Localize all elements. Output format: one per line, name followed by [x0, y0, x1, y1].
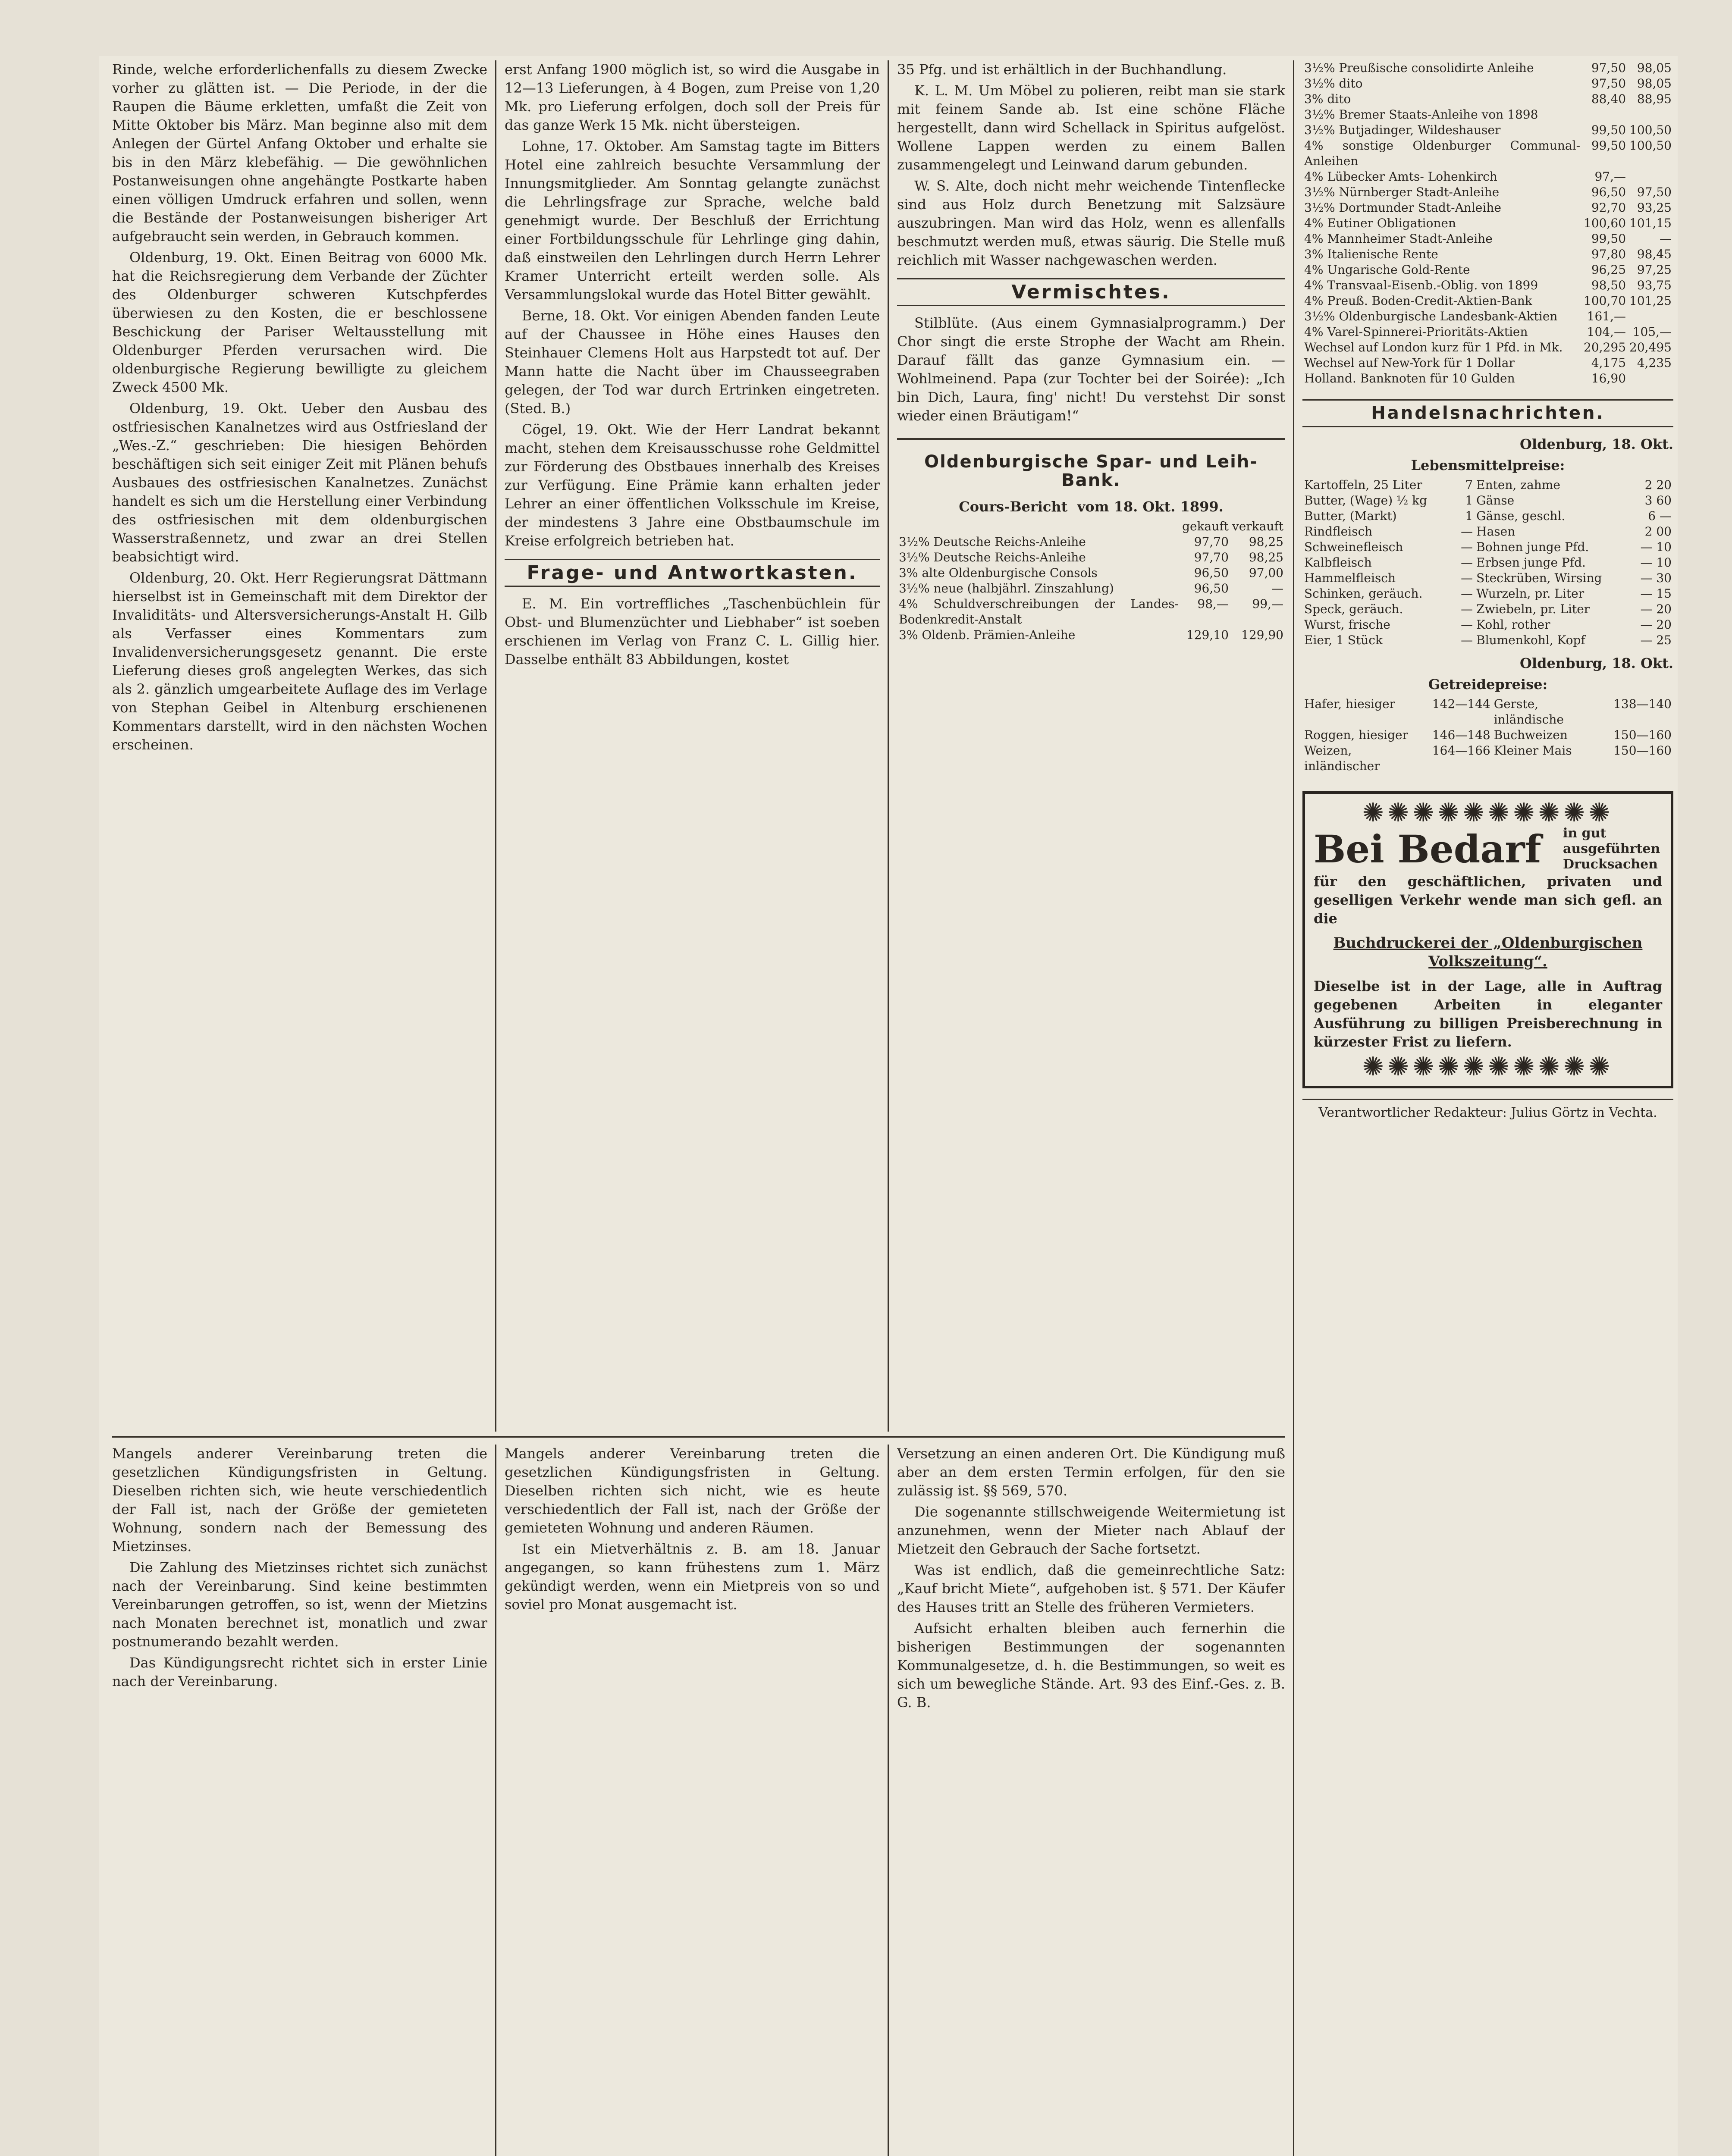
cell: Kartoffeln, 25 Liter	[1304, 478, 1422, 492]
cell	[1628, 371, 1673, 386]
cell: 97,25	[1637, 263, 1672, 277]
editor-footer: Verantwortlicher Redakteur: Julius Görtz in Vechta.	[1302, 1099, 1673, 1122]
cell: 3½% Oldenburgische Landesbank-Aktien	[1304, 309, 1558, 323]
table-row	[897, 534, 1285, 550]
cell: 3% Oldenb. Prämien-Anleihe	[899, 628, 1076, 642]
table-row	[1302, 570, 1673, 586]
cell: Wurzeln, pr. Liter	[1476, 586, 1585, 601]
paragraph: E. M. Ein vortreffliches „Taschenbüchlein für Obst- und Blumenzüchter und Liebhaber“ ist soeben erschienen im Verlag von Franz C. L. Gillig hier. Dasselbe enthält 83 Abbildungen, kostet	[505, 595, 880, 667]
table-header-row	[897, 519, 1285, 534]
cell: 3½% neue (halbjährl. Zinszahlung)	[899, 581, 1114, 595]
cell: — 15	[1640, 586, 1672, 601]
cell: 99,50	[1591, 232, 1626, 246]
cell: 20,495	[1629, 340, 1672, 354]
cell: Bohnen junge Pfd.	[1476, 540, 1589, 554]
cell: 98,25	[1249, 535, 1283, 549]
table-row	[1302, 107, 1673, 122]
cell: Hasen	[1476, 524, 1516, 539]
cell: Buchweizen	[1494, 728, 1568, 742]
column-divider	[495, 60, 496, 1432]
paragraph: Stilblüte. (Aus einem Gymnasialprogramm.) Der Chor singt die erste Strophe der Wacht am Rhein. Darauf fällt das ganze Gymnasium ein. — Wohlmeinend. Papa (zur Tochter bei der Soirée): „Ich bin Dich, Laura, fing' nicht! Du verstehst Dir sonst wieder einen Bräutigam!“	[897, 315, 1285, 424]
cell: 150—160	[1613, 743, 1672, 758]
cell: Gänse	[1476, 493, 1515, 508]
column-2	[505, 60, 880, 1432]
paragraph: Mangels anderer Vereinbarung treten die gesetzlichen Kündigungsfristen in Geltung. Dieselben richten sich nicht, wie es heute verschiedentlich der Fall ist, nach der Größe der gemieteten Wohnung und anderen Räumen.	[505, 1445, 880, 1536]
cell: 93,75	[1637, 278, 1672, 292]
cell: 101,25	[1629, 294, 1672, 308]
paragraph: erst Anfang 1900 möglich ist, so wird die Ausgabe in 12—13 Lieferungen, à 4 Bogen, zum Preise von 1,20 Mk. pro Lieferung erfolgen, doch soll der Preis für das ganze Werk 15 Mk. nicht übersteigen.	[505, 61, 880, 133]
table-row	[897, 627, 1285, 643]
food-prices-table	[1302, 477, 1673, 648]
ad-text: für den geschäftlichen, privaten und geselligen Verkehr wende man sich gefl. an die	[1314, 873, 1662, 927]
cell: 129,90	[1241, 628, 1283, 642]
column-header: gekauft	[1182, 519, 1229, 533]
column-divider	[1293, 60, 1294, 2156]
cell: 1	[1465, 493, 1473, 508]
ornament-border: ✺✺✺✺✺✺✺✺✺✺	[1362, 1052, 1614, 1082]
column-market	[1302, 60, 1673, 2156]
cell: 3½% Nürnberger Stadt-Anleihe	[1304, 185, 1500, 199]
table-row	[1302, 247, 1673, 262]
cell: 99,—	[1252, 597, 1283, 611]
cell: Rindfleisch	[1304, 524, 1373, 539]
table-row	[1302, 696, 1673, 727]
table-row	[1302, 122, 1673, 138]
section-heading: Vermischtes.	[897, 278, 1285, 306]
cell: 20,295	[1584, 340, 1626, 354]
bank-course-report	[897, 438, 1285, 643]
table-row	[1302, 539, 1673, 555]
table-row	[1302, 477, 1673, 493]
table-row	[1302, 524, 1673, 539]
cell: 3½% Bremer Staats-Anleihe von 1898	[1304, 107, 1538, 122]
cell: 97,00	[1249, 566, 1283, 580]
cell: 88,40	[1591, 92, 1626, 106]
cell: 96,50	[1591, 185, 1626, 199]
paragraph: 35 Pfg. und ist erhältlich in der Buchhandlung.	[897, 61, 1227, 78]
cell: Steckrüben, Wirsing	[1476, 571, 1602, 585]
cell: — 20	[1640, 617, 1672, 632]
paragraph: Aufsicht erhalten bleiben auch fernerhin die bisherigen Bestimmungen der sogenannten Kommunalgesetze, d. h. die Bestimmungen, so weit es sich um bewegliche Stände. Art. 93 des Einf.-Ges. z. B. G. B.	[897, 1620, 1285, 1711]
grain-place: Oldenburg, 18. Okt.	[1520, 655, 1673, 671]
paragraph: Mangels anderer Vereinbarung treten die gesetzlichen Kündigungsfristen in Geltung. Dieselben richten sich, wie heute verschiedentlich der Fall ist, nach der Größe der gemieteten Wohnung, sondern nach der Bemessung des Mietzinses.	[112, 1445, 487, 1554]
cell: 4% Ungarische Gold-Rente	[1304, 263, 1470, 277]
cell: Eier, 1 Stück	[1304, 633, 1383, 647]
cell: 98,05	[1637, 76, 1672, 91]
cell: Weizen, inländischer	[1304, 743, 1380, 773]
column-header: verkauft	[1232, 519, 1283, 533]
bank-subtitle: Cours-Bericht	[959, 498, 1068, 515]
cell: —	[1461, 602, 1473, 616]
cell: Butter, (Markt)	[1304, 509, 1397, 523]
cell: 105,—	[1632, 325, 1672, 339]
cell: — 10	[1640, 540, 1672, 554]
cell: 97,50	[1591, 76, 1626, 91]
column-divider	[888, 60, 889, 1432]
cell: 3½% Deutsche Reichs-Anleihe	[899, 550, 1086, 564]
paragraph: Das Kündigungsrecht richtet sich in erster Linie nach der Vereinbarung.	[112, 1655, 487, 1689]
table-row	[1302, 617, 1673, 633]
paragraph: K. L. M. Um Möbel zu polieren, reibt man sie stark mit feinem Sande ab. Ist eine schöne Fläche hergestellt, dann wird Schellack in Spiritus aufgelöst. Wollene Lappen werden zu einem Ballen zusammengelegt und Leinwand darum gebunden.	[897, 82, 1285, 173]
table-row	[1302, 602, 1673, 617]
cell: Holland. Banknoten für 10 Gulden	[1304, 371, 1515, 385]
table-row	[897, 581, 1285, 596]
handel-heading: Handelsnachrichten.	[1302, 399, 1673, 427]
cell: 150—160	[1613, 728, 1672, 742]
table-row	[897, 565, 1285, 581]
cell: 98,05	[1637, 61, 1672, 75]
cell: Wechsel auf London kurz für 1 Pfd. in Mk.	[1304, 340, 1563, 354]
cell: 98,—	[1197, 597, 1229, 611]
cell: —	[1461, 617, 1473, 632]
cell: Hammelfleisch	[1304, 571, 1396, 585]
cell: 4% Schuldverschreibungen der Landes-Bodenkredit-Anstalt	[899, 597, 1179, 627]
cell: 146—148	[1432, 728, 1490, 742]
paragraph: Die sogenannte stillschweigende Weitermietung ist anzunehmen, wenn der Mieter nach Ablauf der Mietzeit den Gebrauch der Sache fortsetzt.	[897, 1504, 1285, 1557]
bank-rates-table	[897, 519, 1285, 643]
paragraph: Was ist endlich, daß die gemeinrechtliche Satz: „Kauf bricht Miete“, aufgehoben ist. § 571. Der Käufer des Hauses tritt an Stelle des früheren Vermieters.	[897, 1562, 1285, 1615]
ornament-border: ✺✺✺✺✺✺✺✺✺✺	[1362, 798, 1614, 828]
cell: Gerste, inländische	[1494, 697, 1564, 727]
cell: Enten, zahme	[1476, 478, 1560, 492]
ad-subtitle: in gut ausgeführten Drucksachen	[1563, 826, 1660, 872]
section-divider	[112, 1436, 1285, 1438]
cell	[1582, 107, 1628, 122]
cell: 97,50	[1637, 185, 1672, 199]
column-5	[505, 1445, 880, 2156]
cell: — 10	[1640, 555, 1672, 570]
cell: 164—166	[1432, 743, 1490, 758]
cell: 3% alte Oldenburgische Consols	[899, 566, 1098, 580]
table-row	[1302, 727, 1673, 743]
ad-header	[1314, 826, 1662, 872]
cell: 4,175	[1591, 356, 1626, 370]
cell: 4% Preuß. Boden-Credit-Aktien-Bank	[1304, 294, 1532, 308]
table-row	[1302, 278, 1673, 293]
cell: 4% sonstige Oldenburger Communal-Anleihen	[1304, 138, 1581, 168]
cell: —	[1461, 555, 1473, 570]
grain-subheading: Getreidepreise:	[1428, 676, 1548, 693]
table-row	[1302, 371, 1673, 386]
cell: 97,50	[1591, 61, 1626, 75]
cell: 96,25	[1591, 263, 1626, 277]
cell: 3½% Deutsche Reichs-Anleihe	[899, 535, 1086, 549]
cell: 16,90	[1591, 371, 1626, 385]
cell: Kleiner Mais	[1494, 743, 1572, 758]
cell: Erbsen junge Pfd.	[1476, 555, 1586, 570]
cell: —	[1461, 540, 1473, 554]
handel-place: Oldenburg, 18. Okt.	[1520, 436, 1673, 452]
cell: Speck, geräuch.	[1304, 602, 1403, 616]
cell: 100,60	[1584, 216, 1626, 230]
cell: 97,70	[1194, 535, 1229, 549]
table-row	[1302, 555, 1673, 570]
cell: 99,50	[1591, 123, 1626, 137]
paragraph: Ist ein Mietverhältnis z. B. am 18. Januar angegangen, so kann frühestens zum 1. März gekündigt werden, wenn ein Mietpreis von so und soviel pro Monat ausgemacht ist.	[505, 1541, 880, 1613]
cell: 100,50	[1629, 138, 1672, 153]
cell: 129,10	[1186, 628, 1229, 642]
cell: — 30	[1640, 571, 1672, 585]
cell: Hafer, hiesiger	[1304, 697, 1395, 711]
handel-subheading: Lebensmittelpreise:	[1411, 457, 1565, 473]
table-row	[1302, 586, 1673, 602]
paragraph: Rinde, welche erforderlichenfalls zu diesem Zwecke vorher zu glätten ist. — Die Periode, in der die Raupen die Bäume erkletten, umfaßt die Zeit von Mitte Oktober bis März. Man beginne also mit dem Anlegen der Gürtel Anfang Oktober und erhalte sie bis in den März klebefähig. — Die gewöhnlichen Postanweisungen ohne angehängte Postkarte haben einen völligen Umdruck erfahren und sollen, wenn die Bestände der Postanweisungen bisheriger Art aufgebraucht sein werden, in Gebrauch kommen.	[112, 61, 487, 244]
cell: 93,25	[1637, 201, 1672, 215]
cell: 142—144	[1432, 697, 1490, 711]
cell: 161,—	[1587, 309, 1626, 323]
column-divider	[888, 1445, 889, 2156]
cell: 3 60	[1644, 493, 1672, 508]
cell: 96,50	[1194, 566, 1229, 580]
cell: 101,15	[1629, 216, 1672, 230]
table-row	[1302, 169, 1673, 185]
column-6	[897, 1445, 1285, 2156]
cell: 138—140	[1613, 697, 1672, 711]
cell: Schinken, geräuch.	[1304, 586, 1423, 601]
cell: 104,—	[1587, 325, 1626, 339]
cell: —	[1271, 581, 1283, 595]
ad-printer-name: Buchdruckerei der „Oldenburgischen Volkszeitung“.	[1333, 934, 1643, 970]
cell: 7	[1465, 478, 1473, 492]
cell	[1628, 107, 1673, 122]
cell: 4% Lübecker Amts- Lohenkirch	[1304, 169, 1497, 184]
column-1	[112, 60, 487, 1432]
bank-date: vom 18. Okt. 1899.	[1077, 498, 1224, 515]
table-row	[1302, 493, 1673, 508]
table-row	[897, 596, 1285, 627]
table-row	[1302, 138, 1673, 169]
cell: —	[1660, 232, 1672, 246]
paragraph: W. S. Alte, doch nicht mehr weichende Tintenflecke sind aus Holz durch Benetzung mit Salzsäure auszubringen. Man wird das Holz, wenn es allenfalls beschmutzt werden muß, etwas säurig. Die Stelle muß reichlich mit Wasser nachgewaschen werden.	[897, 178, 1285, 268]
table-row	[1302, 91, 1673, 107]
table-row	[1302, 262, 1673, 278]
cell: 99,50	[1591, 138, 1626, 153]
cell: Kalbfleisch	[1304, 555, 1372, 570]
cell	[1628, 309, 1673, 324]
paragraph: Versetzung an einen anderen Ort. Die Kündigung muß aber an dem ersten Termin erfolgen, für den sie zulässig ist. §§ 569, 570.	[897, 1445, 1285, 1499]
print-shop-advertisement	[1302, 791, 1673, 1088]
cell	[1628, 169, 1673, 185]
cell: 98,25	[1249, 550, 1283, 564]
cell: 1	[1465, 509, 1473, 523]
cell: 2 20	[1644, 478, 1672, 492]
cell: 3% Italienische Rente	[1304, 247, 1438, 261]
table-row	[1302, 633, 1673, 648]
cell: 4% Mannheimer Stadt-Anleihe	[1304, 232, 1493, 246]
paragraph: Oldenburg, 19. Okt. Ueber den Ausbau des ostfriesischen Kanalnetzes wird aus Ostfriesland der „Wes.-Z.“ geschrieben: Die hiesigen Behörden beschäftigen sich seit einiger Zeit mit Plänen behufs Ausbaues des ostfriesischen Kanalnetzes. Zunächst handelt es sich um die Herstellung einer Verbindung des ostfriesischen mit dem oldenburgischen Wasserstraßennetz, und zwar an drei Stellen beabsichtigt wird.	[112, 400, 487, 565]
cell: 98,50	[1591, 278, 1626, 292]
table-row	[1302, 324, 1673, 340]
cell: Blumenkohl, Kopf	[1476, 633, 1585, 647]
cell: Wechsel auf New-York für 1 Dollar	[1304, 356, 1515, 370]
table-row	[1302, 185, 1673, 200]
cell: 97,80	[1591, 247, 1626, 261]
cell: Kohl, rother	[1476, 617, 1550, 632]
paragraph: Oldenburg, 19. Okt. Einen Beitrag von 6000 Mk. hat die Reichsregierung dem Verbande der Züchter des Oldenburger schweren Kutschpferdes überwiesen zu den Kosten, die er beschlossene Beschickung der Pariser Weltausstellung mit Oldenburger Pferden verursachen wird. Die oldenburgische Regierung bewilligte zu gleichem Zweck 4500 Mk.	[112, 249, 487, 395]
table-row	[1302, 293, 1673, 309]
table-row	[1302, 508, 1673, 524]
cell: 92,70	[1591, 201, 1626, 215]
cell: Zwiebeln, pr. Liter	[1476, 602, 1590, 616]
cell: 88,95	[1637, 92, 1672, 106]
cell: 96,50	[1194, 581, 1229, 595]
cell: Gänse, geschl.	[1476, 509, 1566, 523]
paragraph: Lohne, 17. Oktober. Am Samstag tagte im Bitters Hotel eine zahlreich besuchte Versammlung der Innungsmitglieder. Am Sonntag gelangte zunächst die Lehrlingsfrage zur Sprache, welche bald genehmigt wurde. Der Beschluß der Errichtung einer Fortbildungsschule für Lehrlinge ging dahin, daß einstweilen den Lehrlingen durch Herrn Lehrer Kramer Unterricht erteilt werden solle. Als Versammlungslokal wurde das Hotel Bitter gewählt.	[505, 138, 880, 303]
cell: 97,70	[1194, 550, 1229, 564]
cell: 3½% Butjadinger, Wildeshauser	[1304, 123, 1501, 137]
cell: —	[1461, 524, 1473, 539]
cell: Roggen, hiesiger	[1304, 728, 1408, 742]
cell: 4% Eutiner Obligationen	[1304, 216, 1456, 230]
column-4	[112, 1445, 487, 2156]
cell: 2 00	[1644, 524, 1672, 539]
cell: — 20	[1640, 602, 1672, 616]
cell: 4,235	[1637, 356, 1672, 370]
column-divider	[495, 1445, 496, 2156]
grain-prices-table	[1302, 696, 1673, 774]
cell: 100,70	[1584, 294, 1626, 308]
cell: 4% Varel-Spinnerei-Prioritäts-Aktien	[1304, 325, 1528, 339]
cell: 97,—	[1594, 169, 1626, 184]
cell: Butter, (Wage) ½ kg	[1304, 493, 1428, 508]
exchange-rates-table	[1302, 60, 1673, 386]
cell: 3½% dito	[1304, 76, 1363, 91]
paragraph: Berne, 18. Okt. Vor einigen Abenden fanden Leute auf der Chaussee in Höhe eines Hauses den Steinhauer Clemens Holt aus Harpstedt tot auf. Der Mann hatte die Nacht über im Chausseegraben gelegen, der Tod war durch Ertrinken eingetreten. (Sted. B.)	[505, 307, 880, 417]
cell: 100,50	[1629, 123, 1672, 137]
table-row	[1302, 200, 1673, 216]
paragraph: Oldenburg, 20. Okt. Herr Regierungsrat Dättmann hierselbst ist in Gemeinschaft mit dem Direktor der Invaliditäts- und Altersversicherungs-Anstalt H. Gilb als Verfasser eines Kommentars zum Invalidenversicherungsgesetz genannt. Die erste Lieferung dieses groß angelegten Werkes, das sich als 2. gänzlich umgearbeitete Auflage des im Verlage von Stephan Geibel in Altenburg erschienenen Kommentars darstellt, wird in den nächsten Wochen erscheinen.	[112, 570, 487, 753]
cell: Schweinefleisch	[1304, 540, 1403, 554]
paragraph: Cögel, 19. Okt. Wie der Herr Landrat bekannt macht, stehen dem Kreisausschusse rohe Geldmittel zur Förderung des Obstbaues innerhalb des Kreises zur Verfügung. Eine Prämie kann erhalten jeder Lehrer an einer öffentlichen Volksschule im Kreise, der mindestens 3 Jahre eine Obstbaumschule im Kreise erfolgreich betrieben hat.	[505, 421, 880, 549]
cell: — 25	[1640, 633, 1672, 647]
cell: —	[1461, 633, 1473, 647]
column-3	[897, 60, 1285, 1432]
table-row	[1302, 309, 1673, 324]
table-row	[897, 550, 1285, 565]
table-row	[1302, 76, 1673, 91]
table-row	[1302, 340, 1673, 355]
cell: —	[1461, 586, 1473, 601]
cell: —	[1461, 571, 1473, 585]
table-row	[1302, 743, 1673, 774]
table-row	[1302, 231, 1673, 247]
newspaper-page	[99, 56, 1678, 2156]
cell: 3½% Preußische consolidirte Anleihe	[1304, 61, 1534, 75]
cell: 98,45	[1637, 247, 1672, 261]
section-heading: Frage- und Antwortkasten.	[505, 559, 880, 587]
table-row	[1302, 60, 1673, 76]
ad-title: Bei Bedarf	[1314, 827, 1541, 871]
paragraph: Die Zahlung des Mietzinses richtet sich zunächst nach der Vereinbarung. Sind keine bestimmten Vereinbarungen getroffen, so ist, wenn der Mietzins nach Monaten berechnet ist, monatlich und zwar postnumerando bezahlt werden.	[112, 1559, 487, 1650]
cell: Wurst, frische	[1304, 617, 1390, 632]
cell: 4% Transvaal-Eisenb.-Oblig. von 1899	[1304, 278, 1538, 292]
table-row	[1302, 216, 1673, 231]
bank-title: Oldenburgische Spar- und Leih-Bank.	[924, 452, 1258, 490]
cell: 6 —	[1648, 509, 1672, 523]
cell: 3% dito	[1304, 92, 1351, 106]
cell: 3½% Dortmunder Stadt-Anleihe	[1304, 201, 1501, 215]
ad-text: Dieselbe ist in der Lage, alle in Auftrag gegebenen Arbeiten in eleganter Ausführung zu billigen Preisberechnung in kürzester Frist zu liefern.	[1314, 978, 1662, 1050]
table-row	[1302, 355, 1673, 371]
